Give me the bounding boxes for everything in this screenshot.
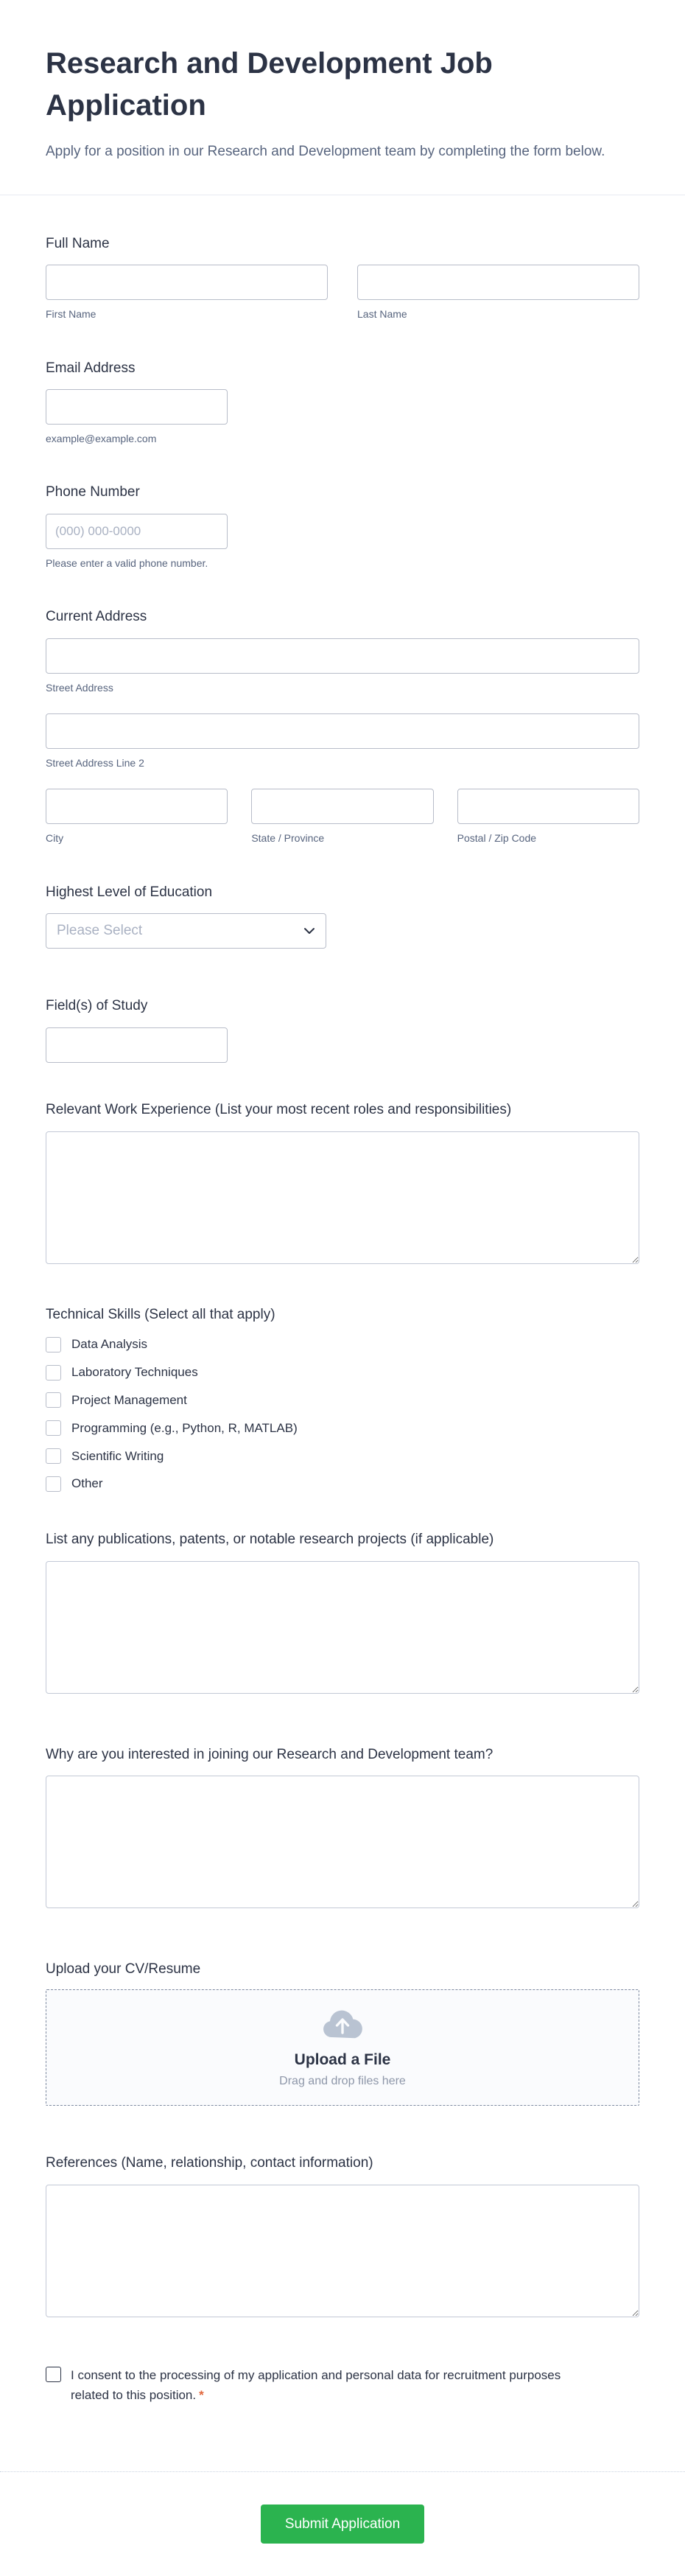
- email-sublabel: example@example.com: [46, 433, 157, 445]
- city-input[interactable]: [46, 789, 228, 824]
- application-form: [0, 195, 685, 2406]
- form-description: Apply for a position in our Research and Development team by completing the form below.: [46, 143, 605, 159]
- programming-checkbox[interactable]: [46, 1420, 61, 1436]
- programming-label: Programming (e.g., Python, R, MATLAB): [71, 1420, 298, 1435]
- publications-textarea[interactable]: [46, 1561, 639, 1694]
- technical-skills-group: [46, 1336, 639, 1493]
- state-sublabel: State / Province: [251, 832, 325, 845]
- consent-row: [46, 2365, 639, 2405]
- checkbox-row-scientific-writing: [46, 1448, 639, 1465]
- education-select[interactable]: [46, 913, 326, 949]
- form-header: [0, 0, 685, 195]
- field-work-experience: [46, 1101, 639, 1268]
- file-upload-dropzone[interactable]: [46, 1989, 639, 2106]
- education-select-placeholder: Please Select: [57, 923, 143, 939]
- scientific-writing-label: Scientific Writing: [71, 1448, 164, 1463]
- consent-checkbox[interactable]: [46, 2367, 61, 2382]
- street-address-sublabel: Street Address: [46, 682, 113, 694]
- checkbox-row-project-management: [46, 1392, 639, 1409]
- upload-hint: Drag and drop files here: [279, 2074, 406, 2087]
- field-upload: [46, 1961, 639, 2106]
- last-name-input[interactable]: [357, 265, 639, 300]
- field-study: [46, 997, 639, 1063]
- references-textarea[interactable]: [46, 2185, 639, 2317]
- project-management-label: Project Management: [71, 1392, 187, 1407]
- data-analysis-label: Data Analysis: [71, 1337, 147, 1352]
- phone-input[interactable]: [46, 514, 228, 549]
- technical-skills-label: Technical Skills (Select all that apply): [46, 1306, 275, 1322]
- street-address-input[interactable]: [46, 638, 639, 674]
- street-address2-input[interactable]: [46, 713, 639, 749]
- work-experience-label: Relevant Work Experience (List your most recent roles and responsibilities): [46, 1101, 512, 1117]
- email-input[interactable]: [46, 389, 228, 425]
- work-experience-textarea[interactable]: [46, 1131, 639, 1264]
- consent-label: I consent to the processing of my application and personal data for recruitment purposes related to this position. *: [71, 2367, 561, 2403]
- study-input[interactable]: [46, 1027, 228, 1063]
- upload-label: Upload your CV/Resume: [46, 1961, 201, 1978]
- city-sublabel: City: [46, 832, 64, 845]
- motivation-textarea[interactable]: [46, 1776, 639, 1908]
- submit-area: [0, 2472, 685, 2576]
- upload-button-text: Upload a File: [294, 2050, 391, 2068]
- street-address2-sublabel: Street Address Line 2: [46, 757, 144, 769]
- phone-sublabel: Please enter a valid phone number.: [46, 557, 208, 570]
- education-label: Highest Level of Education: [46, 884, 213, 900]
- checkbox-row-data-analysis: [46, 1336, 639, 1353]
- field-phone: [46, 484, 639, 570]
- checkbox-row-other: [46, 1475, 639, 1493]
- postal-sublabel: Postal / Zip Code: [457, 832, 537, 845]
- laboratory-techniques-checkbox[interactable]: [46, 1365, 61, 1381]
- data-analysis-checkbox[interactable]: [46, 1337, 61, 1352]
- first-name-sublabel: First Name: [46, 308, 96, 321]
- postal-input[interactable]: [457, 789, 639, 824]
- state-input[interactable]: [251, 789, 433, 824]
- field-address: [46, 608, 639, 845]
- email-label: Email Address: [46, 360, 136, 376]
- full-name-label: Full Name: [46, 235, 110, 251]
- field-motivation: [46, 1746, 639, 1913]
- address-label: Current Address: [46, 609, 147, 625]
- motivation-label: Why are you interested in joining our Research and Development team?: [46, 1746, 493, 1762]
- submit-button[interactable]: Submit Application: [261, 2505, 424, 2544]
- field-full-name: [46, 235, 639, 321]
- checkbox-row-laboratory-techniques: [46, 1364, 639, 1381]
- field-education: [46, 884, 639, 949]
- chevron-down-icon: [303, 927, 315, 935]
- upload-cloud-icon: [321, 2008, 364, 2044]
- references-label: References (Name, relationship, contact information): [46, 2155, 373, 2171]
- scientific-writing-checkbox[interactable]: [46, 1448, 61, 1464]
- first-name-input[interactable]: [46, 265, 328, 300]
- other-checkbox[interactable]: [46, 1476, 61, 1492]
- last-name-sublabel: Last Name: [357, 308, 407, 321]
- project-management-checkbox[interactable]: [46, 1392, 61, 1408]
- other-label: Other: [71, 1476, 103, 1491]
- field-technical-skills: [46, 1306, 639, 1493]
- field-publications: [46, 1531, 639, 1697]
- field-email: [46, 360, 639, 446]
- required-asterisk: *: [199, 2388, 204, 2403]
- laboratory-techniques-label: Laboratory Techniques: [71, 1365, 198, 1380]
- field-references: [46, 2154, 639, 2321]
- publications-label: List any publications, patents, or notable research projects (if applicable): [46, 1532, 494, 1548]
- form-title: Research and Development Job Application: [46, 47, 493, 122]
- study-label: Field(s) of Study: [46, 998, 148, 1014]
- phone-label: Phone Number: [46, 484, 140, 500]
- checkbox-row-programming: [46, 1420, 639, 1437]
